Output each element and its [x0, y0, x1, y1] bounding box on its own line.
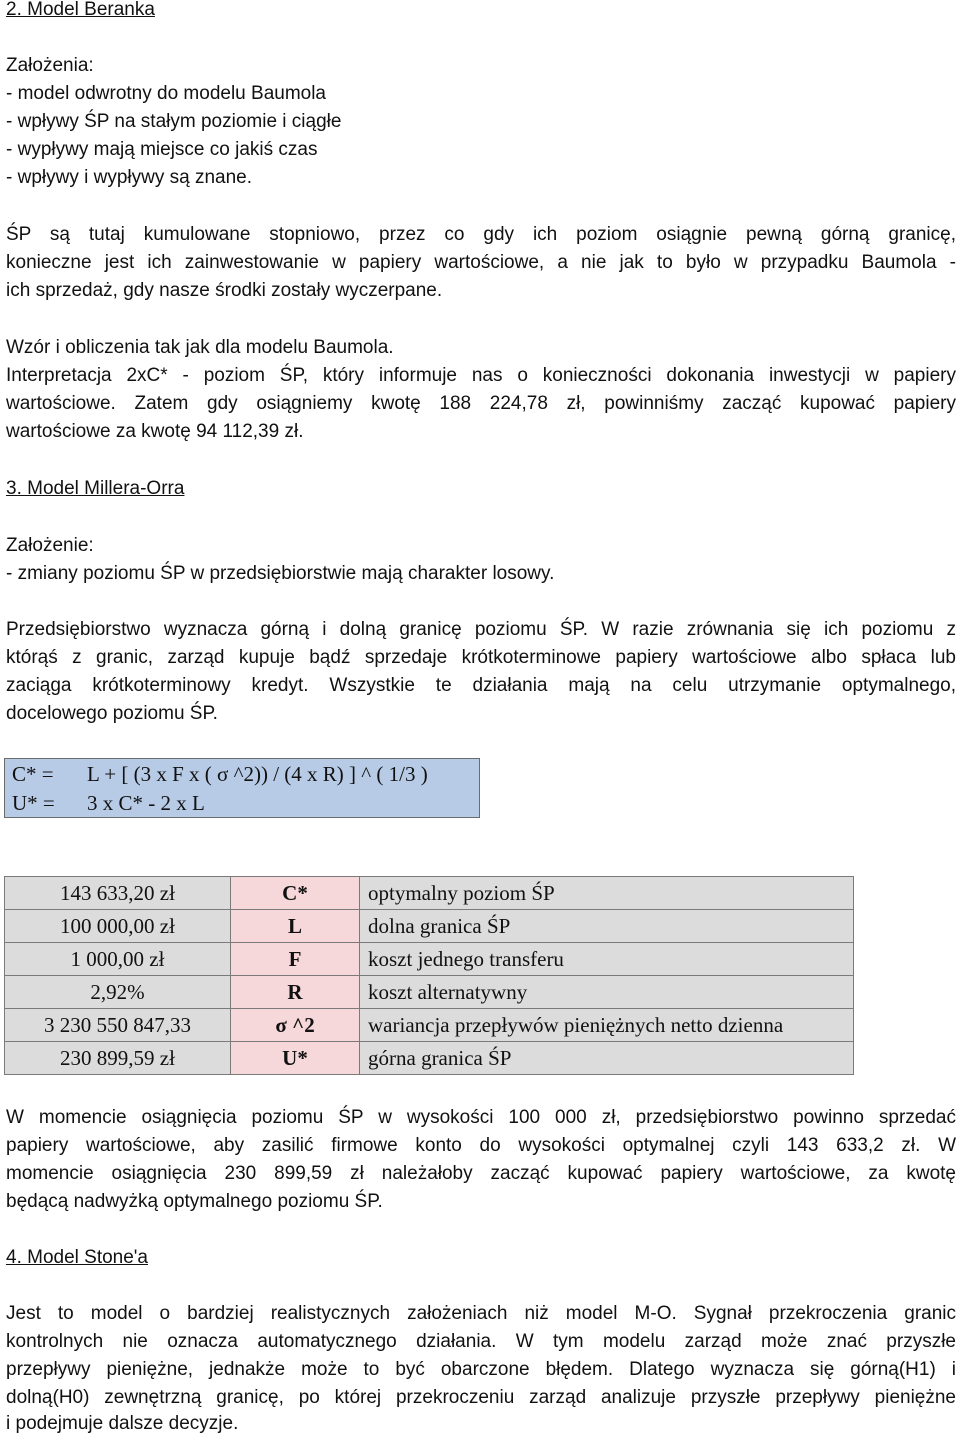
- paragraph-line: Wzór i obliczenia tak jak dla modelu Baumola.: [6, 337, 394, 358]
- value-cell: 100 000,00 zł: [5, 910, 231, 943]
- assumption-item: - model odwrotny do modelu Baumola: [6, 83, 327, 104]
- paragraph-line: W momencie osiągnięcia poziomu ŚP w wysokości 100 000 zł, przedsiębiorstwo powinno sprzedać: [6, 1107, 956, 1128]
- description-cell: dolna granica ŚP: [360, 910, 854, 943]
- table-row: [5, 910, 854, 943]
- value-cell: 230 899,59 zł: [5, 1042, 231, 1075]
- formula-row: [5, 760, 479, 789]
- symbol-cell: L: [231, 910, 360, 943]
- paragraph-line: zaciąga krótkoterminowy kredyt. Wszystkie te działania mają na celu utrzymanie optymalnego,: [6, 675, 956, 696]
- assumption-item: - zmiany poziomu ŚP w przedsiębiorstwie mają charakter losowy.: [6, 563, 555, 584]
- table-row: [5, 1009, 854, 1042]
- paragraph-line: momencie osiągnięcia 230 899,59 zł należałoby zacząć kupować papiery wartościowe, za kwotę: [6, 1163, 956, 1184]
- table-row: [5, 1042, 854, 1075]
- description-cell: górna granica ŚP: [360, 1042, 854, 1075]
- description-cell: optymalny poziom ŚP: [360, 877, 854, 910]
- symbol-cell: C*: [231, 877, 360, 910]
- paragraph-line: konieczne jest ich zainwestowanie w papiery wartościowe, a nie jak to było w przypadku Baumola -: [6, 252, 956, 273]
- formula-lhs: C* =: [12, 762, 54, 786]
- assumptions-title: Założenia:: [6, 55, 94, 76]
- value-cell: 143 633,20 zł: [5, 877, 231, 910]
- paragraph-line: papiery wartościowe, aby zasilić firmowe konto do wysokości optymalnej czyli 143 633,2 zł. W: [6, 1135, 956, 1156]
- paragraph-line: i podejmuje dalsze decyzje.: [6, 1413, 239, 1434]
- paragraph-line: Jest to model o bardziej realistycznych założeniach niż model M-O. Sygnał przekroczenia granic: [6, 1303, 956, 1324]
- assumption-title: Założenie:: [6, 535, 94, 556]
- assumption-item: - wpływy ŚP na stałym poziomie i ciągłe: [6, 111, 342, 132]
- table-row: [5, 877, 854, 910]
- paragraph-line: którąś z granic, zarząd kupuje bądź sprzedaje krótkoterminowe papiery wartościowe albo spłaca lub: [6, 647, 956, 668]
- formula-lhs: U* =: [12, 791, 55, 815]
- table-row: [5, 943, 854, 976]
- symbol-cell: U*: [231, 1042, 360, 1075]
- formula-row: [5, 789, 479, 818]
- assumption-item: - wypływy mają miejsce co jakiś czas: [6, 139, 318, 160]
- symbol-cell: F: [231, 943, 360, 976]
- paragraph-line: ŚP są tutaj kumulowane stopniowo, przez co gdy ich poziom osiągnie pewną górną granicę,: [6, 224, 956, 245]
- paragraph-line: Przedsiębiorstwo wyznacza górną i dolną granicę poziomu ŚP. W razie zrównania się ich poziomu z: [6, 619, 956, 640]
- description-cell: koszt jednego transferu: [360, 943, 854, 976]
- paragraph-line: będącą nadwyżką optymalnego poziomu ŚP.: [6, 1191, 383, 1212]
- section-heading: 2. Model Beranka: [6, 0, 155, 20]
- value-cell: 1 000,00 zł: [5, 943, 231, 976]
- assumption-item: - wpływy i wypływy są znane.: [6, 167, 253, 188]
- value-cell: 3 230 550 847,33: [5, 1009, 231, 1042]
- paragraph-line: wartościowe za kwotę 94 112,39 zł.: [6, 421, 304, 442]
- section-heading: 3. Model Millera-Orra: [6, 478, 185, 499]
- description-cell: wariancja przepływów pieniężnych netto dzienna: [360, 1009, 854, 1042]
- formula-box: [4, 758, 480, 818]
- description-cell: koszt alternatywny: [360, 976, 854, 1009]
- paragraph-line: dolną(H0) zewnętrzną granicę, po której przekroczeniu zarząd analizuje przyszłe przepływy pieniężne: [6, 1387, 956, 1408]
- paragraph-line: docelowego poziomu ŚP.: [6, 703, 218, 724]
- table-row: [5, 976, 854, 1009]
- paragraph-line: ich sprzedaż, gdy nasze środki zostały wyczerpane.: [6, 280, 443, 301]
- symbol-cell: R: [231, 976, 360, 1009]
- formula-rhs: L + [ (3 x F x ( σ ^2)) / (4 x R) ] ^ ( 1/3 ): [87, 762, 428, 786]
- paragraph-line: wartościowe. Zatem gdy osiągniemy kwotę 188 224,78 zł, powinniśmy zacząć kupować papiery: [6, 393, 956, 414]
- value-cell: 2,92%: [5, 976, 231, 1009]
- paragraph-line: Interpretacja 2xC* - poziom ŚP, który informuje nas o konieczności dokonania inwestycji w papiery: [6, 365, 956, 386]
- paragraph-line: przepływy pieniężne, jednakże może to być obarczone błędem. Dlatego wyznacza się górną(H1) i: [6, 1359, 956, 1380]
- paragraph-line: kontrolnych nie oznacza automatycznego działania. W tym modelu zarząd może znać przyszłe: [6, 1331, 956, 1352]
- symbol-cell: σ ^2: [231, 1009, 360, 1042]
- formula-rhs: 3 x C* - 2 x L: [87, 791, 205, 815]
- parameters-table: [4, 876, 854, 1075]
- section-heading: 4. Model Stone'a: [6, 1247, 148, 1268]
